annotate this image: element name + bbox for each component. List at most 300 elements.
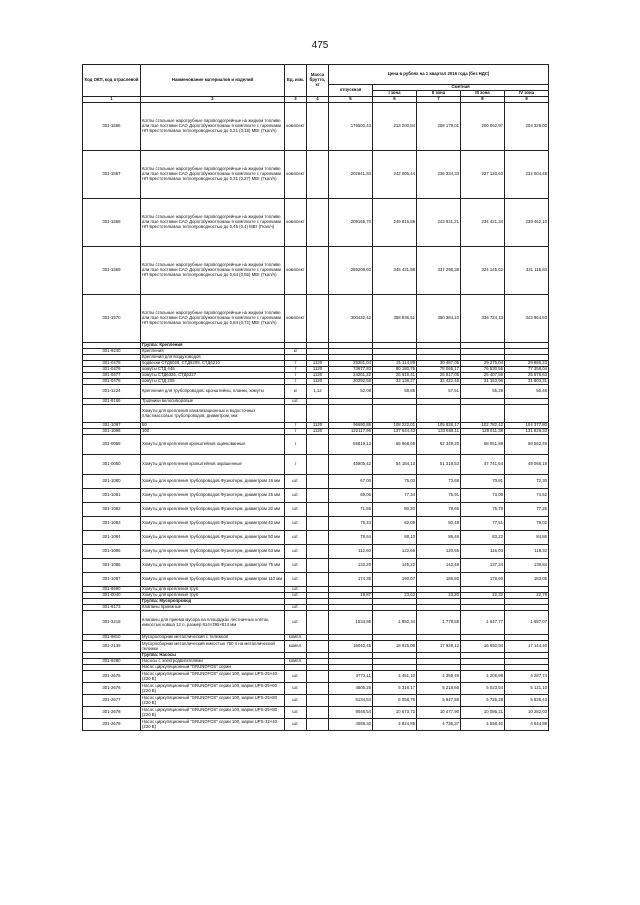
row-zone-4-price: 1 687,07 <box>505 611 549 635</box>
row-unit: комплект <box>285 199 307 247</box>
table-row <box>83 671 549 683</box>
row-name: Хомуты для крепления трубопроводов Фузиотерм, диаметром 25 мм <box>141 489 285 503</box>
row-zone-2-price: 10 477,90 <box>417 707 461 719</box>
row-code: 301-1567 <box>83 151 141 199</box>
row-zone-2-price: 5 947,59 <box>417 695 461 707</box>
table-row <box>83 151 549 199</box>
row-release-price: 75,24 <box>329 517 373 531</box>
row-unit: т <box>285 455 307 475</box>
header-estimate: Сметная <box>373 85 549 91</box>
row-release-price: 176500,43 <box>329 103 373 151</box>
row-mass: 1120 <box>307 367 329 373</box>
row-unit: компл. <box>285 641 307 653</box>
row-name: Хомуты для крепления трубопроводов Фузиотерм, диаметром 16 мм <box>141 475 285 489</box>
row-release-price: 78,64 <box>329 531 373 545</box>
table-row <box>83 199 549 247</box>
row-release-price: 71,56 <box>329 503 373 517</box>
row-zone-1-price: 88,10 <box>373 531 417 545</box>
row-code: 301-9280 <box>83 659 141 665</box>
row-zone-2-price: 32 422,46 <box>417 379 461 385</box>
row-zone-2-price: 62 349,20 <box>417 435 461 455</box>
row-name: Мусоросборник металлический с тележкой <box>141 635 285 641</box>
table-row <box>83 719 549 731</box>
row-zone-2-price: 17 928,12 <box>417 641 461 653</box>
row-zone-1-price: 26 619,41 <box>373 373 417 379</box>
row-name: Насос циркуляционный "GRUNDFOS" серии <box>141 665 285 671</box>
row-zone-4-price: 29 885,23 <box>505 361 549 367</box>
row-unit: т <box>285 373 307 379</box>
row-code: 301-9240 <box>83 349 141 355</box>
row-zone-2-price: 120,55 <box>417 545 461 559</box>
row-code: 301-1566 <box>83 103 141 151</box>
row-zone-3-price: 116,03 <box>461 545 505 559</box>
row-zone-1-price: 65 868,69 <box>373 435 417 455</box>
table-row <box>83 405 549 423</box>
row-release-price: 112,60 <box>329 545 373 559</box>
row-zone-3-price: 31 153,96 <box>461 379 505 385</box>
row-zone-4-price: 343 964,93 <box>505 295 549 343</box>
column-number: 6 <box>373 97 417 103</box>
table-row <box>83 707 549 719</box>
row-name: Тройники велосиборовые <box>141 399 285 405</box>
row-code: 301-1570 <box>83 295 141 343</box>
row-zone-1-price: 122,66 <box>373 545 417 559</box>
row-name: хомуты СТД6326, СТД6327 <box>141 373 285 379</box>
row-mass <box>307 719 329 731</box>
row-zone-4-price: 5 836,43 <box>505 695 549 707</box>
row-name: Хомуты для крепления кронштейнов окрашенные <box>141 455 285 475</box>
row-name: Хомуты для крепления канализационных и водосточных пластмассовых трубопроводов, диаметром, мм: <box>141 405 285 423</box>
row-unit: т <box>285 435 307 455</box>
row-name: Насосы с электродвигателями <box>141 659 285 665</box>
row-unit: шт. <box>285 719 307 731</box>
row-zone-1-price: 5 316,17 <box>373 683 417 695</box>
row-code: 301-9590 <box>83 587 141 593</box>
table-row <box>83 503 549 517</box>
row-code <box>83 405 141 423</box>
row-zone-2-price: 80,49 <box>417 517 461 531</box>
table-row <box>83 573 549 587</box>
row-zone-3-price: 47 741,64 <box>461 455 505 475</box>
row-zone-3-price: 83,22 <box>461 531 505 545</box>
row-zone-3-price: 10 086,21 <box>461 707 505 719</box>
row-release-price: 30292,58 <box>329 379 373 385</box>
row-zone-4-price: 4 287,74 <box>505 671 549 683</box>
row-zone-4-price <box>505 405 549 423</box>
row-zone-4-price: 204 325,00 <box>505 103 549 151</box>
row-zone-3-price: 1 647,77 <box>461 611 505 635</box>
row-zone-2-price: 78 065,17 <box>417 367 461 373</box>
row-zone-1-price: 145,22 <box>373 559 417 573</box>
row-zone-2-price: 86,46 <box>417 531 461 545</box>
row-zone-3-price: 58 051,89 <box>461 435 505 455</box>
row-mass <box>307 559 329 573</box>
row-zone-1-price: 58,85 <box>373 385 417 399</box>
row-zone-3-price: 25 407,56 <box>461 373 505 379</box>
row-mass <box>307 151 329 199</box>
row-zone-4-price: 232 004,48 <box>505 151 549 199</box>
row-zone-4-price: 22,78 <box>505 593 549 599</box>
row-zone-2-price: 186,50 <box>417 573 461 587</box>
row-release-price: 4088,30 <box>329 719 373 731</box>
row-zone-1-price: 77,34 <box>373 489 417 503</box>
row-name: Котлы стальные жаротрубные паровоздогрейные на жидком топливе или газе поставки САО Дорогобужкотломаш в комплекте с горелками НП Брестотельмаш теплопроводностью до 0,84 (0,72) МВт (Гкал/ч) <box>141 295 285 343</box>
row-release-price: 300432,42 <box>329 295 373 343</box>
table-body <box>83 103 549 731</box>
row-zone-3-price: 55,29 <box>461 385 505 399</box>
row-zone-3-price: 16 692,94 <box>461 641 505 653</box>
row-mass: 1120 <box>307 423 329 429</box>
row-zone-2-price: 5 218,66 <box>417 683 461 695</box>
row-code: 301-3218 <box>83 611 141 635</box>
row-name: Клапаны приемные <box>141 605 285 611</box>
row-zone-1-price: 345 431,98 <box>373 247 417 295</box>
row-code: 301-0050 <box>83 455 141 475</box>
row-name: Насос циркуляционный "GRUNDFOS" серии 100, марки UPS-25×80 (220 В) <box>141 707 285 719</box>
row-mass <box>307 671 329 683</box>
row-zone-2-price: 75,91 <box>417 489 461 503</box>
row-zone-1-price: 18 925,08 <box>373 641 417 653</box>
row-zone-4-price: 239 462,10 <box>505 199 549 247</box>
row-zone-3-price: 227 120,63 <box>461 151 505 199</box>
row-zone-4-price: 118,32 <box>505 545 549 559</box>
row-name: Мусоросборник металлический емкостью 750 л на металлической тележке <box>141 641 285 653</box>
row-zone-4-price: 17 144,40 <box>505 641 549 653</box>
row-zone-1-price: 80 180,76 <box>373 367 417 373</box>
row-mass <box>307 517 329 531</box>
row-unit: компл. <box>285 659 307 665</box>
header-unit: Ед. изм. <box>285 65 307 97</box>
row-unit: шт. <box>285 605 307 611</box>
row-zone-3-price: 129 811,38 <box>461 429 505 435</box>
row-release-price: 289209,60 <box>329 247 373 295</box>
row-zone-3-price: 234 421,34 <box>461 199 505 247</box>
row-mass <box>307 405 329 423</box>
row-unit: комплект <box>285 103 307 151</box>
row-unit: шт. <box>285 587 307 593</box>
row-zone-2-price: 30 487,05 <box>417 361 461 367</box>
row-name: Группа: Крепления <box>141 343 285 349</box>
row-release-price: 202641,84 <box>329 151 373 199</box>
row-zone-4-price: 10 282,03 <box>505 707 549 719</box>
row-unit: т <box>285 361 307 367</box>
row-zone-3-price: 22,32 <box>461 593 505 599</box>
row-name: хомуты СТД 205 <box>141 379 285 385</box>
row-zone-4-price: 131 826,33 <box>505 429 549 435</box>
row-code: 301-9173 <box>83 605 141 611</box>
row-name: Котлы стальные жаротрубные паровоздогрейные на жидком топливе или газе поставки САО Дорогобужкотломаш в комплекте с горелками НП Брестотельмаш теплопроводностью до 0,31 (0,27) МВт (Гкал/ч) <box>141 151 285 199</box>
row-unit: шт. <box>285 695 307 707</box>
row-release-price: 5134,54 <box>329 695 373 707</box>
row-zone-1-price: 4 451,10 <box>373 671 417 683</box>
row-mass <box>307 503 329 517</box>
row-name: Насос циркуляционный "GRUNDFOS" серии 100, марки UPS-25×60 (220 В) <box>141 683 285 695</box>
row-zone-4-price: 72,30 <box>505 475 549 489</box>
header-price-title: Цена в рублях на 1 квартал 2016 года (без НДС) <box>329 65 549 85</box>
row-mass: 1120 <box>307 379 329 385</box>
row-code: 301-1080 <box>83 475 141 489</box>
row-mass <box>307 531 329 545</box>
row-release-price: 1534,95 <box>329 611 373 635</box>
row-code: 301-1087 <box>83 573 141 587</box>
row-unit: шт. <box>285 573 307 587</box>
row-zone-3-price: 137,24 <box>461 559 505 573</box>
row-name: Хомуты для крепления трубопроводов Фузиотерм, диаметром 63 мм <box>141 545 285 559</box>
row-name: 100 <box>141 429 285 435</box>
table-row <box>83 695 549 707</box>
header-zone-1: I зона <box>373 91 417 97</box>
row-release-price: 9045,54 <box>329 707 373 719</box>
row-code: 301-0478 <box>83 379 141 385</box>
row-mass <box>307 247 329 295</box>
row-release-price: 122117,96 <box>329 429 373 435</box>
table-row <box>83 295 549 343</box>
row-zone-1-price: 80,20 <box>373 503 417 517</box>
row-name: Хомуты для крепления трубопроводов Фузиотерм, диаметром 32 мм <box>141 503 285 517</box>
row-zone-2-price: 142,48 <box>417 559 461 573</box>
row-mass <box>307 435 329 455</box>
price-table <box>82 64 549 731</box>
row-name: Хомуты для крепления трубопроводов Фузиотерм, диаметром 50 мм <box>141 531 285 545</box>
row-unit: компл. <box>285 635 307 641</box>
row-code: 301-0476 <box>83 367 141 373</box>
table-row <box>83 531 549 545</box>
row-code: 301-2678 <box>83 707 141 719</box>
table-row <box>83 103 549 151</box>
row-mass: 1120 <box>307 373 329 379</box>
header-zone-4: IV зона <box>505 91 549 97</box>
row-code: 301-1082 <box>83 503 141 517</box>
row-mass <box>307 455 329 475</box>
row-unit: шт. <box>285 517 307 531</box>
row-zone-3-price: 4 206,98 <box>461 671 505 683</box>
row-name: Группа: Мусоропровод <box>141 599 285 605</box>
table-row <box>83 559 549 573</box>
row-code: 301-1085 <box>83 545 141 559</box>
row-release-price: 209165,70 <box>329 199 373 247</box>
row-unit: комплект <box>285 295 307 343</box>
row-code: 301-2677 <box>83 695 141 707</box>
row-zone-1-price: 108 222,01 <box>373 423 417 429</box>
row-name: Хомуты для крепления труб <box>141 593 285 599</box>
header-zone-2: II зона <box>417 91 461 97</box>
page-number: 475 <box>311 40 329 51</box>
row-mass <box>307 295 329 343</box>
row-code: 301-0475 <box>83 361 141 367</box>
table-row <box>83 385 549 399</box>
row-zone-3-price: 70,91 <box>461 475 505 489</box>
row-zone-1-price: 213 200,84 <box>373 103 417 151</box>
row-unit: шт. <box>285 503 307 517</box>
row-name: хомуты СТД 446 <box>141 367 285 373</box>
row-release-price: 52,08 <box>329 385 373 399</box>
row-release-price: 25281,04 <box>329 361 373 367</box>
row-name: Крепления <box>141 349 285 355</box>
row-zone-3-price: 324 145,62 <box>461 247 505 295</box>
row-zone-4-price: 25 675,63 <box>505 373 549 379</box>
row-mass <box>307 611 329 635</box>
row-code: 301-1086 <box>83 559 141 573</box>
row-release-price: 19,87 <box>329 593 373 599</box>
row-zone-4-price: 331 115,84 <box>505 247 549 295</box>
row-zone-3-price: 336 724,13 <box>461 295 505 343</box>
row-zone-2-price: 133 658,11 <box>417 429 461 435</box>
column-number: 4 <box>307 97 329 103</box>
row-code: 301-9165 <box>83 399 141 405</box>
row-zone-4-price: 59 562,49 <box>505 435 549 455</box>
row-mass <box>307 695 329 707</box>
row-unit: кг <box>285 385 307 399</box>
row-zone-4-price: 84,86 <box>505 531 549 545</box>
row-zone-2-price: 1 778,58 <box>417 611 461 635</box>
row-zone-2-price: 105 828,17 <box>417 423 461 429</box>
row-unit: т <box>285 423 307 429</box>
row-zone-4-price: 79,02 <box>505 517 549 531</box>
row-zone-4-price: 4 644,88 <box>505 719 549 731</box>
row-code: 301-1098 <box>83 429 141 435</box>
row-zone-3-price: 73,09 <box>461 489 505 503</box>
row-mass <box>307 545 329 559</box>
row-mass <box>307 475 329 489</box>
row-unit: кг <box>285 349 307 355</box>
row-unit: шт. <box>285 399 307 405</box>
row-zone-4-price: 139,84 <box>505 559 549 573</box>
row-code: 301-2139 <box>83 641 141 653</box>
row-name: Клапаны для приема мусора на площадках лестничных клеток, емкостью ковша 12 л, размер 814×395×814 мм <box>141 611 285 635</box>
row-zone-2-price: 25 917,05 <box>417 373 461 379</box>
row-zone-4-price: 49 066,19 <box>505 455 549 475</box>
row-release-price: 69,06 <box>329 489 373 503</box>
column-number: 8 <box>461 97 505 103</box>
row-zone-1-price: 6 058,76 <box>373 695 417 707</box>
row-zone-3-price: 179,60 <box>461 573 505 587</box>
row-zone-3-price: 4 558,40 <box>461 719 505 731</box>
row-zone-2-price: 4 735,37 <box>417 719 461 731</box>
row-zone-3-price: 102 782,42 <box>461 423 505 429</box>
table-row <box>83 641 549 653</box>
row-name: 50 <box>141 423 285 429</box>
row-zone-4-price: 183,05 <box>505 573 549 587</box>
row-zone-2-price: 23,20 <box>417 593 461 599</box>
row-zone-2-price: 4 359,49 <box>417 671 461 683</box>
header-release: отпускная <box>329 85 373 97</box>
row-release-price: 67,00 <box>329 475 373 489</box>
row-unit: шт. <box>285 545 307 559</box>
row-mass: 1,12 <box>307 385 329 399</box>
row-unit: шт. <box>285 489 307 503</box>
header-name: Наименование материалов и изделий <box>141 65 285 97</box>
row-zone-1-price: 190,07 <box>373 573 417 587</box>
table-row <box>83 247 549 295</box>
row-zone-3-price: 77,51 <box>461 517 505 531</box>
row-unit: шт. <box>285 475 307 489</box>
row-unit: шт. <box>285 683 307 695</box>
row-name: Группа: Насосы <box>141 653 285 659</box>
row-code: 301-0477 <box>83 373 141 379</box>
row-zone-3-price: 75,78 <box>461 503 505 517</box>
row-name: Насос циркуляционный "GRUNDFOS" серии 100, марки UPS-25×40 (220 В) <box>141 671 285 683</box>
row-release-price: 3772,11 <box>329 671 373 683</box>
row-release-price: 24261,22 <box>329 373 373 379</box>
row-unit: шт. <box>285 531 307 545</box>
row-zone-1-price: 249 815,59 <box>373 199 417 247</box>
row-zone-1-price: 82,09 <box>373 517 417 531</box>
row-zone-1-price: 54 184,13 <box>373 455 417 475</box>
row-zone-2-price: 243 931,21 <box>417 199 461 247</box>
row-zone-1-price: 242 005,44 <box>373 151 417 199</box>
column-number: 2 <box>141 97 285 103</box>
row-unit <box>285 405 307 423</box>
row-zone-1-price: 358 836,51 <box>373 295 417 343</box>
row-code: 301-1081 <box>83 489 141 503</box>
row-name: Котлы стальные жаротрубные паровоздогрейные на жидком топливе или газе поставки САО Дорогобужкотломаш в комплекте с горелками НП Брестотельмаш теплопроводностью до 0,45 (0,4) МВт (Гкал/ч) <box>141 199 285 247</box>
row-unit: шт. <box>285 707 307 719</box>
header-zone-3: III зона <box>461 91 505 97</box>
row-release-price: 55819,13 <box>329 435 373 455</box>
row-zone-1-price: 23,62 <box>373 593 417 599</box>
row-code: 301-1097 <box>83 423 141 429</box>
row-zone-4-price: 5 121,10 <box>505 683 549 695</box>
row-mass <box>307 573 329 587</box>
row-release-price: 45905,42 <box>329 455 373 475</box>
row-mass <box>307 707 329 719</box>
row-zone-2-price <box>417 405 461 423</box>
row-mass: 1120 <box>307 429 329 435</box>
row-name: Хомуты для крепления труб <box>141 587 285 593</box>
row-zone-2-price: 51 318,53 <box>417 455 461 475</box>
row-unit: шт. <box>285 671 307 683</box>
row-unit: комплект <box>285 151 307 199</box>
row-mass <box>307 641 329 653</box>
column-number: 9 <box>505 97 549 103</box>
table-row <box>83 683 549 695</box>
row-mass <box>307 489 329 503</box>
row-name: Крепления для трубопроводов: кронштейны, планки, хомуты <box>141 385 285 399</box>
table-row <box>83 475 549 489</box>
row-zone-3-price: 5 725,28 <box>461 695 505 707</box>
row-name: Котлы стальные жаротрубные паровоздогрейные на жидком топливе или газе поставки САО Дорогобужкотломаш в комплекте с горелками НП Брестотельмаш теплопроводностью до 0,21 (0,18) МВт (Гкал/ч) <box>141 103 285 151</box>
row-zone-1-price: 4 824,85 <box>373 719 417 731</box>
column-number: 3 <box>285 97 307 103</box>
row-zone-4-price: 104 377,80 <box>505 423 549 429</box>
row-zone-1-price: 75,03 <box>373 475 417 489</box>
row-code: 301-2676 <box>83 683 141 695</box>
row-unit: т <box>285 367 307 373</box>
row-zone-2-price: 337 295,38 <box>417 247 461 295</box>
row-zone-1-price: 10 673,72 <box>373 707 417 719</box>
table-row <box>83 517 549 531</box>
row-name: Насос циркуляционный "GRUNDFOS" серии 100, марки UPS-25×80 (220 В) <box>141 695 285 707</box>
row-release-price <box>329 405 373 423</box>
row-unit: шт. <box>285 593 307 599</box>
row-code: 301-2675 <box>83 671 141 683</box>
row-name: Хомуты для крепления трубопроводов Фузиотерм, диаметром 75 мм <box>141 559 285 573</box>
row-release-price: 16040,45 <box>329 641 373 653</box>
row-zone-1-price: 137 644,43 <box>373 429 417 435</box>
row-zone-4-price: 56,45 <box>505 385 549 399</box>
row-zone-1-price <box>373 405 417 423</box>
row-zone-2-price: 73,68 <box>417 475 461 489</box>
row-mass <box>307 103 329 151</box>
row-zone-2-price: 57,51 <box>417 385 461 399</box>
row-mass <box>307 683 329 695</box>
column-number: 1 <box>83 97 141 103</box>
row-mass: 1120 <box>307 361 329 367</box>
row-name: подвески СТД6028, СТД6208, СТД6210 <box>141 361 285 367</box>
row-zone-4-price: 31 803,31 <box>505 379 549 385</box>
row-zone-3-price: 5 023,54 <box>461 683 505 695</box>
row-unit: шт. <box>285 559 307 573</box>
